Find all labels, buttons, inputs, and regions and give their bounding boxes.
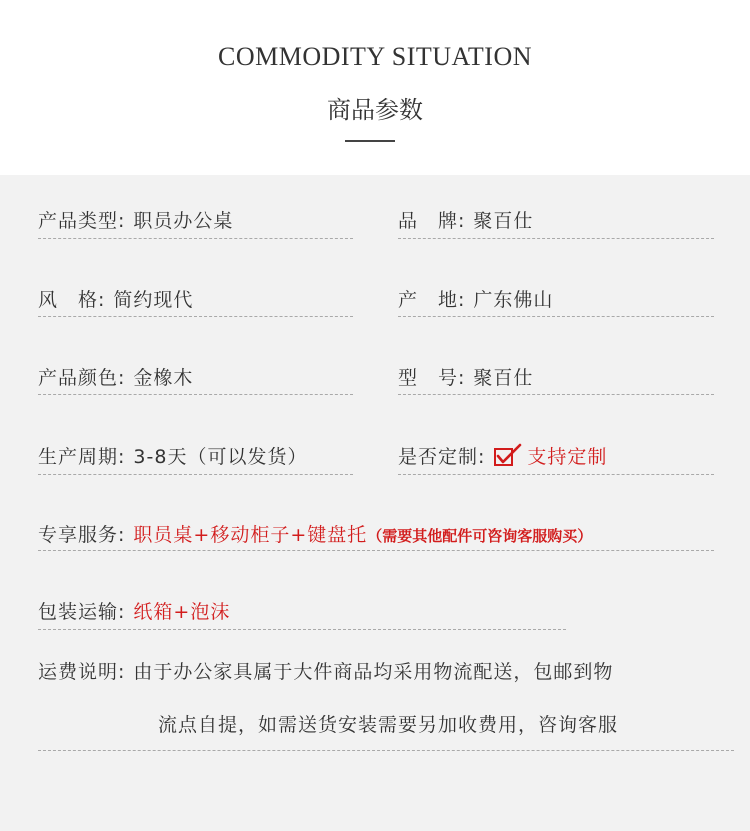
param-value: 聚百仕	[473, 367, 534, 389]
param-lead-time: 生产周期: 3-8天（可以发货）	[38, 442, 307, 469]
param-label: 产品颜色	[38, 367, 119, 389]
param-service: 专享服务: 职员桌+移动柜子+键盘托（需要其他配件可咨询客服购买）	[38, 520, 592, 547]
row-divider	[398, 316, 714, 317]
checkbox-checked-icon	[493, 443, 523, 472]
param-style: 风 格: 简约现代	[38, 285, 193, 312]
param-color: 产品颜色: 金橡木	[38, 363, 193, 390]
row-divider	[38, 629, 566, 630]
param-label: 产 地	[398, 289, 459, 311]
param-label: 包装运输	[38, 601, 119, 623]
param-model: 型 号: 聚百仕	[398, 363, 533, 390]
param-label: 生产周期	[38, 446, 119, 468]
param-value: 纸箱+泡沫	[133, 601, 231, 623]
param-brand: 品 牌: 聚百仕	[398, 206, 533, 233]
row-divider	[38, 474, 353, 475]
row-divider	[398, 394, 714, 395]
param-label: 风 格	[38, 289, 99, 311]
param-label: 品 牌	[398, 210, 459, 232]
param-label: 是否定制	[398, 446, 479, 468]
param-label: 产品类型	[38, 210, 119, 232]
row-divider	[398, 238, 714, 239]
title-underline	[345, 140, 395, 142]
row-divider	[38, 238, 353, 239]
param-shipping-cont	[158, 710, 618, 737]
param-value: 3-8天（可以发货）	[133, 446, 308, 468]
param-product-type: 产品类型: 职员办公桌	[38, 206, 233, 233]
param-shipping: 运费说明: 由于办公家具属于大件商品均采用物流配送，包邮到物	[38, 657, 613, 684]
param-label: 型 号	[398, 367, 459, 389]
param-label: 专享服务	[38, 524, 119, 546]
param-value: 广东佛山	[473, 289, 554, 311]
param-value: 简约现代	[113, 289, 194, 311]
param-value: 金橡木	[133, 367, 194, 389]
row-divider	[38, 550, 714, 551]
param-value: 职员办公桌	[133, 210, 234, 232]
param-label: 运费说明	[38, 661, 119, 683]
param-packaging: 包装运输: 纸箱+泡沫	[38, 597, 230, 624]
row-divider	[398, 474, 714, 475]
row-divider	[38, 394, 353, 395]
param-value: 职员桌+移动柜子+键盘托	[133, 524, 368, 546]
param-note: （需要其他配件可咨询客服购买）	[367, 527, 593, 545]
param-custom: 是否定制: 支持定制	[398, 442, 607, 472]
param-value: 支持定制	[527, 446, 608, 468]
param-origin: 产 地: 广东佛山	[398, 285, 553, 312]
param-value-line1: 由于办公家具属于大件商品均采用物流配送，包邮到物	[133, 661, 614, 683]
param-value-line2: 流点自提，如需送货安装需要另加收费用，咨询客服	[158, 714, 619, 736]
row-divider	[38, 316, 353, 317]
param-value: 聚百仕	[473, 210, 534, 232]
header	[0, 0, 750, 175]
title-cn: 商品参数	[327, 96, 423, 124]
title-en: COMMODITY SITUATION	[217, 42, 533, 71]
row-divider	[38, 750, 734, 751]
